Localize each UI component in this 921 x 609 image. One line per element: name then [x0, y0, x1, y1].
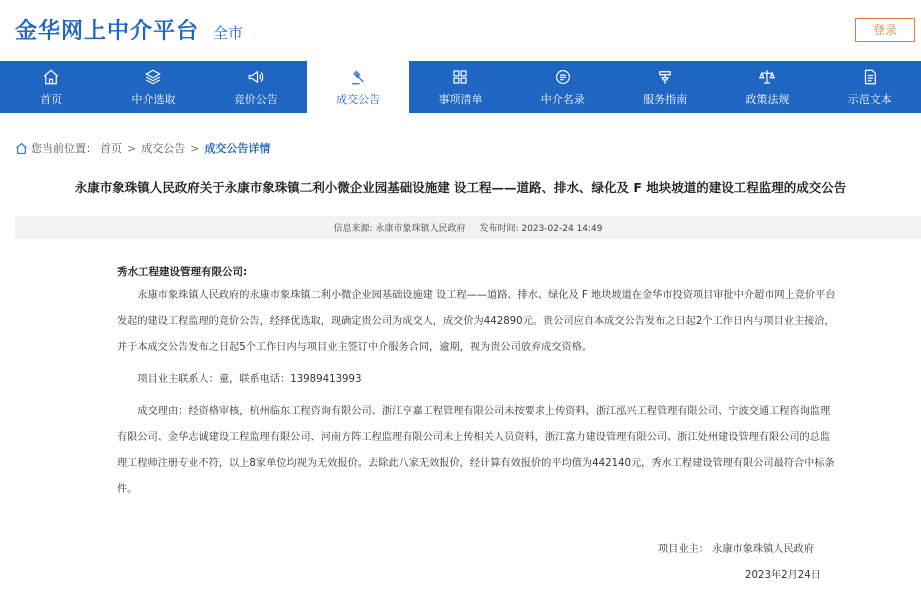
breadcrumb-current: 成交公告详情 — [204, 142, 271, 155]
time-label: 发布时间: — [479, 224, 519, 234]
nav-label: 政策法规 — [745, 92, 790, 106]
breadcrumb-section-link[interactable]: 成交公告 — [141, 142, 186, 155]
nav-label: 首页 — [40, 92, 63, 106]
nav-label: 成交公告 — [336, 92, 381, 106]
document-icon — [861, 68, 879, 86]
nav-item-home[interactable] — [0, 61, 102, 113]
scales-icon — [758, 68, 776, 86]
nav-label: 竞价公告 — [233, 92, 278, 106]
site-logo-text[interactable]: 金华网上中介平台 — [15, 19, 200, 44]
list-icon — [554, 68, 572, 86]
nav-label: 服务指南 — [643, 92, 688, 106]
layers-icon — [144, 68, 162, 86]
breadcrumb-home-link[interactable]: 首页 — [100, 142, 122, 155]
owner-signature: 项目业主： 永康市象珠镇人民政府 — [658, 544, 815, 555]
nav-item-deal-notice[interactable] — [307, 61, 409, 113]
nav-item-agency-directory[interactable] — [512, 61, 614, 113]
breadcrumb-prefix: 您当前位置： — [31, 142, 97, 155]
nav-item-sample-text[interactable] — [819, 61, 921, 113]
grid-icon — [451, 68, 469, 86]
nav-label: 事项清单 — [438, 92, 483, 106]
top-header — [0, 0, 921, 61]
nav-item-item-list[interactable] — [409, 61, 511, 113]
paragraph-contact: 项目业主联系人：童，联系电话：13989413993 — [137, 374, 362, 385]
gavel-icon — [349, 68, 367, 86]
megaphone-icon — [247, 68, 265, 86]
source-label: 信息来源: — [333, 224, 373, 234]
source-value: 永康市象珠镇人民政府 — [375, 224, 466, 234]
breadcrumb-separator: > — [127, 141, 137, 155]
home-icon — [15, 142, 28, 155]
region-selector[interactable]: 全市 — [213, 24, 244, 42]
nav-item-bidding-notice[interactable] — [205, 61, 307, 113]
guide-icon — [656, 68, 674, 86]
paragraph-award: 永康市象珠镇人民政府的永康市象珠镇二利小微企业园基础设施建 设工程——道路、排水、绿化及 F 地块坡道在金华市投资项目审批中介超市网上竞价平台发起的建设工程监理的竞价公告，经择优选取，现确定贵公司为成交人，成交价为442890元。贵公司应自本成交公告发布之日起2个工作日内与项目业主接洽，并于本成交公告发布之日起5个工作日内与项目业主签订中介服务合同，逾期，视为贵公司放弃成交资格。 — [117, 290, 836, 353]
article-body — [117, 265, 837, 503]
nav-item-policy[interactable] — [716, 61, 818, 113]
nav-label: 中介选取 — [131, 92, 176, 106]
paragraph-reason: 成交理由：经资格审核，杭州临东工程咨询有限公司、浙江亨嘉工程管理有限公司未按要求上传资料，浙江泓兴工程管理有限公司、宁波交通工程咨询监理有限公司、金华志诚建设工程监理有限公司、河南方阵工程监理有限公司未上传相关人员资料，浙江富力建设管理有限公司、浙江处州建设管理有限公司的总监理工程师注册专业不符，以上8家单位均视为无效报价。去除此八家无效报价，经计算有效报价的平均值为442140元，秀水工程建设管理有限公司最符合中标条件。 — [117, 406, 835, 495]
signature-date: 2023年2月24日 — [745, 570, 821, 581]
login-button[interactable]: 登录 — [855, 18, 915, 42]
home-icon — [42, 68, 60, 86]
article-meta — [15, 216, 921, 239]
page-title: 永康市象珠镇人民政府关于永康市象珠镇二利小微企业园基础设施建 设工程——道路、排水、绿化及 F 地块坡道的建设工程监理的成交公告 — [74, 180, 847, 195]
time-value: 2023-02-24 14:49 — [521, 224, 603, 234]
nav-label: 示范文本 — [847, 92, 892, 106]
nav-item-service-guide[interactable] — [614, 61, 716, 113]
nav-item-agency-select[interactable] — [102, 61, 204, 113]
breadcrumb — [15, 140, 270, 156]
nav-label: 中介名录 — [540, 92, 585, 106]
breadcrumb-separator: > — [190, 141, 200, 155]
main-nav — [0, 61, 921, 113]
addressee: 秀水工程建设管理有限公司: — [117, 266, 248, 278]
